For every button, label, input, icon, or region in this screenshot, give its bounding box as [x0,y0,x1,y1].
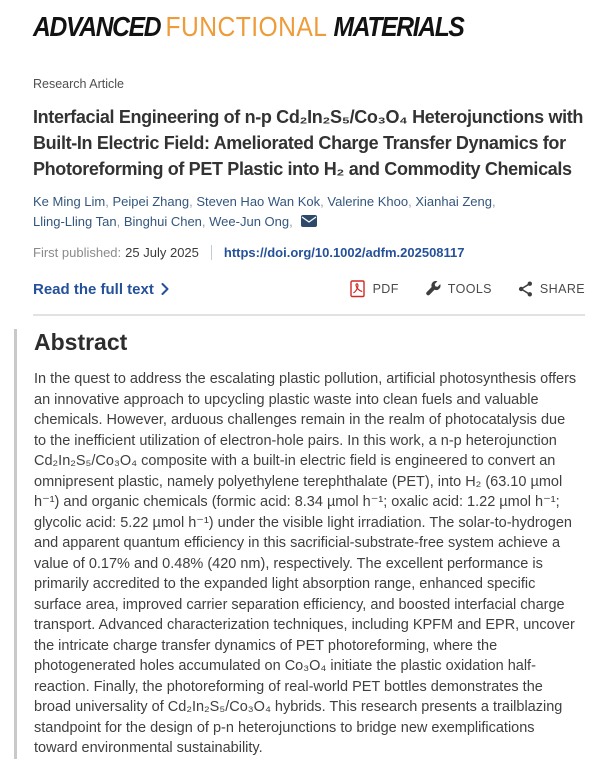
abstract-text: In the quest to address the escalating plastic pollution, artificial photosynthesis offers an innovative approach to upcycling plastic waste into clean fuels and valuable chemicals. However, arduous challenges remain in the realm of photocatalysis due to the inefficient utilization of electron-hole pairs. In this work, a n-p heterojunction Cd₂In₂S₅/Co₃O₄ composite with a built-in electric field is engineered to convert an omnipresent plastic, namely polyethylene terephthalate (PET), into H₂ (63.10 µmol h⁻¹) and organic chemicals (formic acid: 8.34 µmol h⁻¹; oxalic acid: 1.22 µmol h⁻¹; glycolic acid: 5.22 µmol h⁻¹) under the visible light irradiation. The solar-to-hydrogen and apparent quantum efficiency in this sacrificial-substrate-free system achieve a value of 0.17% and 0.48% (420 nm), respectively. The excellent performance is primarily accredited to the expanded light absorption range, enhanced specific surface area, improved carrier separation efficiency, and boosted interfacial charge transport. Advanced characterization techniques, including KPFM and EPR, uncover the intricate charge transfer dynamics of PET photoreforming, where the photogenerated holes accumulated on Co₃O₄ initiate the plastic oxidation half-reaction. Finally, the photoreforming of real-world PET bottles demonstrates the broad universality of Cd₂In₂S₅/Co₃O₄ hybrids. This research presents a trailblazing standpoint for the design of p-n heterojunctions to bridge new exemplifications toward environmental sustainability. [34,371,577,756]
envelope-icon[interactable] [301,213,317,233]
action-buttons [350,280,585,298]
pdf-icon [350,280,366,298]
tools-button-label: TOOLS [447,282,492,296]
read-full-text-label: Read the full text [33,280,154,298]
author-link[interactable]: Peipei Zhang , [112,194,196,209]
abstract-section [14,329,602,759]
section-divider [33,314,585,316]
vertical-divider [211,245,212,260]
share-icon [518,281,533,297]
author-list [33,192,503,233]
article-type-label: Research Article [33,77,125,91]
first-published-label: First published: [33,245,122,260]
author-link[interactable]: Steven Hao Wan Kok , [196,194,327,209]
pdf-button-label: PDF [372,282,399,296]
first-published-date: 25 July 2025 [125,245,199,260]
author-link[interactable]: Lling-Lling Tan , [33,214,124,229]
author-link[interactable]: Xianhai Zeng , [415,194,495,209]
author-link[interactable]: Wee-Jun Ong , [209,214,296,229]
author-link[interactable]: Binghui Chen , [124,214,209,229]
actions-row [33,280,585,298]
doi-link[interactable]: https://doi.org/10.1002/adfm.202508117 [223,245,465,260]
journal-logo-materials: MATERIALS [333,11,464,42]
journal-logo[interactable] [33,12,534,47]
journal-logo-advanced: ADVANCED [33,11,161,42]
share-button[interactable] [518,281,585,297]
chevron-right-icon [161,283,169,295]
pdf-button[interactable] [350,280,399,298]
journal-logo-functional: FUNCTIONAL [165,11,328,42]
author-link[interactable]: Valerine Khoo , [327,194,415,209]
author-link[interactable]: Ke Ming Lim , [33,194,112,209]
share-button-label: SHARE [539,282,585,296]
abstract-heading: Abstract [34,329,128,355]
read-full-text-link[interactable] [33,281,169,298]
tools-button[interactable] [425,281,492,297]
article-title: Interfacial Engineering of n-p Cd₂In₂S₅/Co₃O₄ Heterojunctions with Built-In Electric Field: Ameliorated Charge Transfer Dynamics for Photoreforming of PET Plastic into H₂ and Commodity Chemicals [33,107,584,179]
publication-info [33,245,585,260]
wrench-icon [425,281,441,297]
